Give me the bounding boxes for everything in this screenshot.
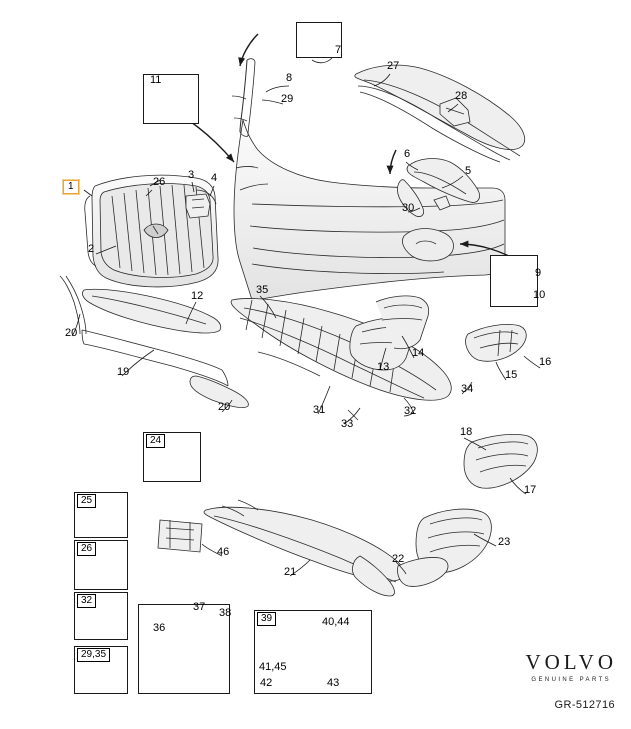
callout-29-35[interactable]: 29,35 (77, 648, 110, 662)
callout-11[interactable]: 11 (150, 74, 162, 86)
callout-43[interactable]: 43 (327, 677, 340, 689)
callout-32-clip[interactable]: 32 (77, 594, 96, 608)
callout-13[interactable]: 13 (377, 361, 390, 373)
callout-23[interactable]: 23 (498, 536, 511, 548)
callout-19[interactable]: 19 (117, 366, 130, 378)
callout-20-upper[interactable]: 20 (65, 327, 78, 339)
callout-9[interactable]: 9 (535, 267, 542, 279)
callout-21[interactable]: 21 (284, 566, 297, 578)
callout-27[interactable]: 27 (387, 60, 400, 72)
callout-18[interactable]: 18 (460, 426, 473, 438)
callout-33[interactable]: 33 (341, 418, 354, 430)
upper-reinforcement-27-28 (355, 65, 525, 162)
callout-22[interactable]: 22 (392, 553, 405, 565)
callout-26-grille[interactable]: 26 (153, 176, 166, 188)
callout-29[interactable]: 29 (281, 93, 294, 105)
callout-2[interactable]: 2 (88, 243, 95, 255)
callout-6[interactable]: 6 (404, 148, 411, 160)
callout-5[interactable]: 5 (465, 165, 472, 177)
callout-32-main[interactable]: 32 (404, 405, 417, 417)
callout-39[interactable]: 39 (257, 612, 276, 626)
callout-10[interactable]: 10 (533, 289, 546, 301)
callout-24[interactable]: 24 (146, 434, 165, 448)
callout-30[interactable]: 30 (402, 202, 415, 214)
callout-20-lower[interactable]: 20 (218, 401, 231, 413)
callout-14[interactable]: 14 (412, 347, 425, 359)
callout-17[interactable]: 17 (524, 484, 537, 496)
brand-wordmark: VOLVO (525, 650, 617, 674)
callout-36[interactable]: 36 (153, 622, 166, 634)
callout-38[interactable]: 38 (219, 607, 232, 619)
radiator-grille-assembly (85, 172, 218, 287)
callout-34[interactable]: 34 (461, 383, 474, 395)
callout-12[interactable]: 12 (191, 290, 204, 302)
callout-15[interactable]: 15 (505, 369, 518, 381)
callout-3[interactable]: 3 (188, 169, 195, 181)
callout-1[interactable]: 1 (63, 180, 79, 194)
drawing-number: GR-512716 (554, 699, 615, 711)
callout-40-44[interactable]: 40,44 (322, 616, 350, 628)
side-grille-17 (464, 434, 537, 488)
callout-35[interactable]: 35 (256, 284, 269, 296)
callout-37[interactable]: 37 (193, 601, 206, 613)
callout-46[interactable]: 46 (217, 546, 230, 558)
callout-26-clip[interactable]: 26 (77, 542, 96, 556)
front-bumper-assembly (234, 120, 505, 300)
callout-16[interactable]: 16 (539, 356, 552, 368)
detail-box-37-38 (138, 601, 230, 694)
callout-28[interactable]: 28 (455, 90, 468, 102)
lower-spoiler-21-22 (204, 500, 448, 596)
plate-bracket-46 (158, 520, 202, 552)
callout-4[interactable]: 4 (211, 172, 218, 184)
callout-7[interactable]: 7 (335, 44, 342, 56)
volvo-logo (525, 650, 617, 683)
brand-subtitle: GENUINE PARTS (531, 677, 612, 683)
detail-box-9-10 (490, 255, 538, 307)
callout-8[interactable]: 8 (286, 72, 293, 84)
bracket-15-16 (466, 324, 527, 361)
callout-41-45[interactable]: 41,45 (259, 661, 287, 673)
callout-25[interactable]: 25 (77, 494, 96, 508)
callout-31[interactable]: 31 (313, 404, 326, 416)
callout-42[interactable]: 42 (260, 677, 273, 689)
lower-grille-set (60, 276, 248, 408)
